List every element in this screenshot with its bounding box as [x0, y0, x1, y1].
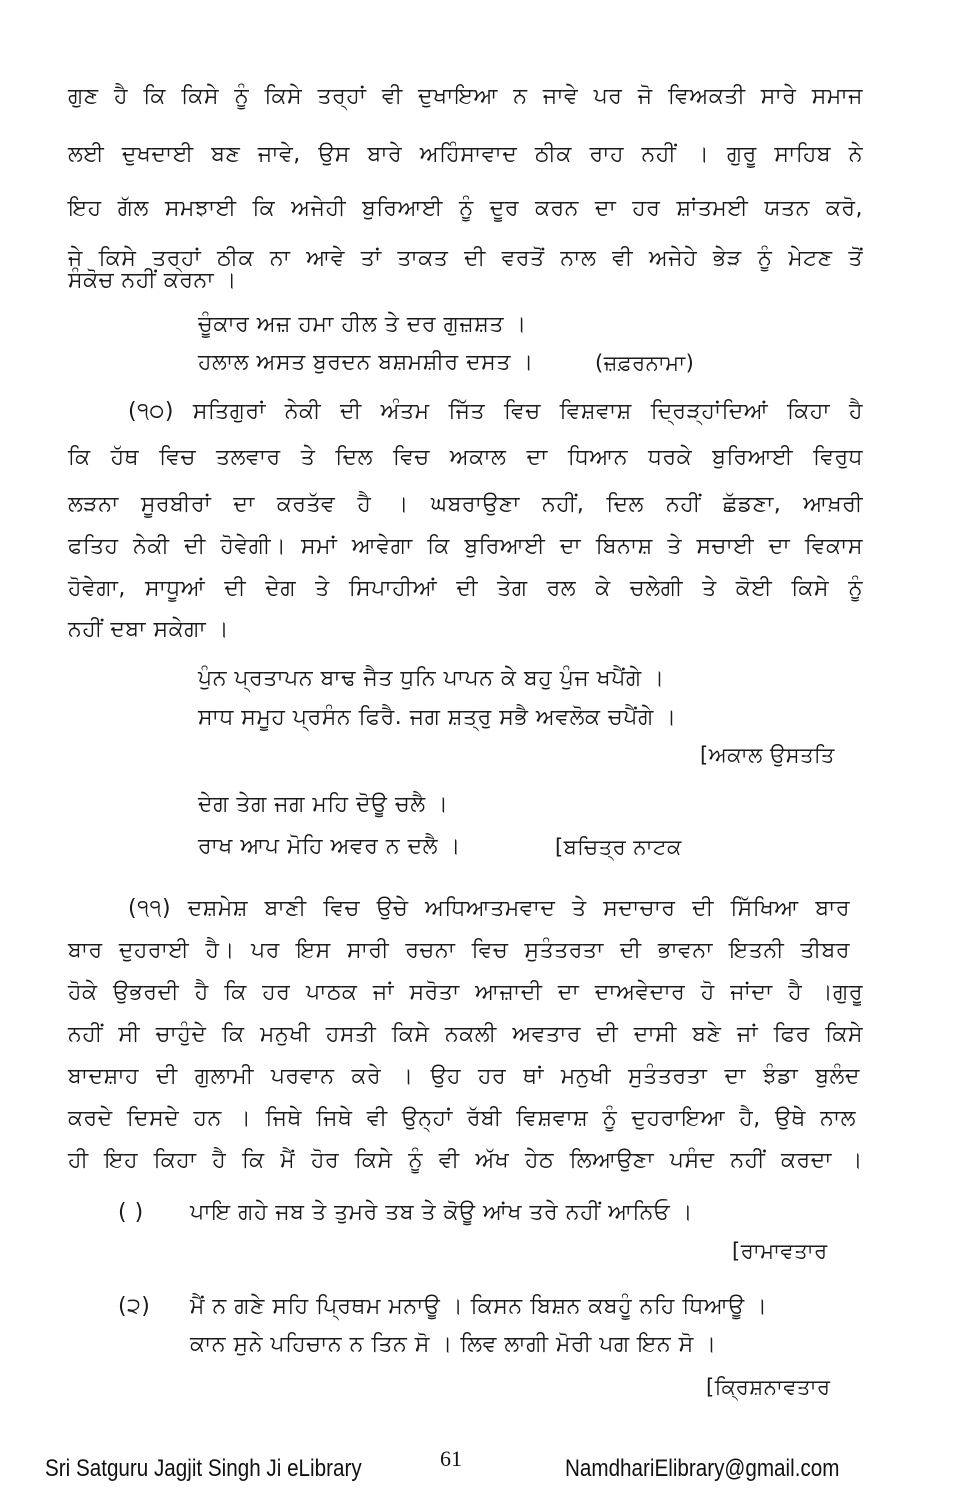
- quote-line: ਕਾਨ ਸੁਨੇ ਪਹਿਚਾਨ ਨ ਤਿਨ ਸੋ । ਲਿਵ ਲਾਗੀ ਮੋਰੀ ਪਗ ਇਨ ਸੋ ।: [190, 1332, 717, 1357]
- paragraph-line: (੧੧) ਦਸ਼ਮੇਸ਼ ਬਾਣੀ ਵਿਚ ਉਚੇ ਅਧਿਆਤਮਵਾਦ ਤੇ ਸਦਾਚਾਰ ਦੀ ਸਿੱਖਿਆ ਬਾਰ: [128, 896, 850, 921]
- verse-citation: (ਜ਼ਫ਼ਰਨਾਮਾ): [595, 351, 695, 375]
- paragraph-line: ਕਿ ਹੱਥ ਵਿਚ ਤਲਵਾਰ ਤੇ ਦਿਲ ਵਿਚ ਅਕਾਲ ਦਾ ਧਿਆਨ ਧਰਕੇ ਬੁਰਿਆਈ ਵਿਰੁਧ: [68, 445, 863, 470]
- footer-library-name: Sri Satguru Jagjit Singh Ji eLibrary: [45, 1455, 362, 1482]
- verse-citation: [ਬਚਿਤ੍ਰ ਨਾਟਕ: [555, 835, 682, 859]
- footer-email[interactable]: NamdhariElibrary@gmail.com: [565, 1455, 840, 1482]
- paragraph-line: ਸੰਕੋਚ ਨਹੀਂ ਕਰਨਾ ।: [68, 268, 237, 293]
- verse-line: ਪੁੰਨ ਪ੍ਰਤਾਪਨ ਬਾਢ ਜੈਤ ਧੁਨਿ ਪਾਪਨ ਕੇ ਬਹੁ ਪੁੰਜ ਖਪੈਂਗੇ ।: [198, 666, 665, 691]
- quote-citation: [ਕ੍ਰਿਸ਼ਨਾਵਤਾਰ: [706, 1375, 831, 1399]
- verse-line: ਰਾਖ ਆਪ ਮੋਹਿ ਅਵਰ ਨ ਦਲੈ ।: [198, 834, 461, 859]
- verse-citation: [ਅਕਾਲ ਉਸਤਤਿ: [700, 743, 835, 767]
- paragraph-line: ਲੜਨਾ ਸੂਰਬੀਰਾਂ ਦਾ ਕਰਤੱਵ ਹੈ । ਘਬਰਾਉਣਾ ਨਹੀਂ, ਦਿਲ ਨਹੀਂ ਛੱਡਣਾ, ਆਖ਼ਰੀ: [68, 492, 863, 517]
- verse-line: ਸਾਧ ਸਮੂਹ ਪ੍ਰਸੰਨ ਫਿਰੈ. ਜਗ ਸ਼ਤ੍ਰੁ ਸਭੈ ਅਵਲੋਕ ਚਪੈਂਗੇ ।: [198, 705, 677, 730]
- page-number: 61: [440, 1446, 462, 1471]
- quote-number: ( ): [118, 1200, 144, 1225]
- paragraph-line: ਨਹੀਂ ਸੀ ਚਾਹੁੰਦੇ ਕਿ ਮਨੁਖੀ ਹਸਤੀ ਕਿਸੇ ਨਕਲੀ ਅਵਤਾਰ ਦੀ ਦਾਸੀ ਬਣੇ ਜਾਂ ਫਿਰ ਕਿਸੇ: [68, 1022, 863, 1047]
- quote-line: ਪਾਇ ਗਹੇ ਜਬ ਤੇ ਤੁਮਰੇ ਤਬ ਤੇ ਕੋਊ ਆਂਖ ਤਰੇ ਨਹੀਂ ਆਨਿਓ ।: [190, 1200, 693, 1225]
- paragraph-line: (੧੦) ਸਤਿਗੁਰਾਂ ਨੇਕੀ ਦੀ ਅੰਤਮ ਜਿੱਤ ਵਿਚ ਵਿਸ਼ਵਾਸ਼ ਦ੍ਰਿੜ੍ਹਾਂਦਿਆਂ ਕਿਹਾ ਹੈ: [128, 399, 863, 424]
- paragraph-line: ਕਰਦੇ ਦਿਸਦੇ ਹਨ । ਜਿਥੇ ਜਿਥੇ ਵੀ ਉਨ੍ਹਾਂ ਰੱਬੀ ਵਿਸ਼ਵਾਸ਼ ਨੂੰ ਦੁਹਰਾਇਆ ਹੈ, ਉਥੇ ਨਾਲ: [68, 1106, 856, 1131]
- paragraph-line: ਨਹੀਂ ਦਬਾ ਸਕੇਗਾ ।: [68, 617, 230, 642]
- verse-line: ਹਲਾਲ ਅਸਤ ਬੁਰਦਨ ਬਸ਼ਮਸ਼ੀਰ ਦਸਤ ।: [198, 350, 534, 375]
- paragraph-line: ਫਤਿਹ ਨੇਕੀ ਦੀ ਹੋਵੇਗੀ। ਸਮਾਂ ਆਵੇਗਾ ਕਿ ਬੁਰਿਆਈ ਦਾ ਬਿਨਾਸ਼ ਤੇ ਸਚਾਈ ਦਾ ਵਿਕਾਸ: [68, 534, 863, 559]
- paragraph-line: ਜੇ ਕਿਸੇ ਤਰ੍ਹਾਂ ਠੀਕ ਨਾ ਆਵੇ ਤਾਂ ਤਾਕਤ ਦੀ ਵਰਤੋਂ ਨਾਲ ਵੀ ਅਜੇਹੇ ਭੇੜ ਨੂੰ ਮੇਟਣ ਤੋਂ: [68, 246, 863, 271]
- paragraph-line: ਗੁਣ ਹੈ ਕਿ ਕਿਸੇ ਨੂੰ ਕਿਸੇ ਤਰ੍ਹਾਂ ਵੀ ਦੁਖਾਇਆ ਨ ਜਾਵੇ ਪਰ ਜੋ ਵਿਅਕਤੀ ਸਾਰੇ ਸਮਾਜ: [68, 84, 863, 109]
- quote-number: (੨): [118, 1294, 151, 1319]
- verse-line: ਚੂੰਕਾਰ ਅਜ਼ ਹਮਾ ਹੀਲ ਤੇ ਦਰ ਗੁਜ਼ਸ਼ਤ ।: [198, 312, 527, 337]
- paragraph-line: ਇਹ ਗੱਲ ਸਮਝਾਈ ਕਿ ਅਜੇਹੀ ਬੁਰਿਆਈ ਨੂੰ ਦੂਰ ਕਰਨ ਦਾ ਹਰ ਸ਼ਾਂਤਮਈ ਯਤਨ ਕਰੋ,: [68, 196, 863, 221]
- paragraph-line: ਬਾਰ ਦੁਹਰਾਈ ਹੈ। ਪਰ ਇਸ ਸਾਰੀ ਰਚਨਾ ਵਿਚ ਸੁਤੰਤਰਤਾ ਦੀ ਭਾਵਨਾ ਇਤਨੀ ਤੀਬਰ: [68, 938, 850, 963]
- verse-line: ਦੇਗ ਤੇਗ ਜਗ ਮਹਿ ਦੋਊ ਚਲੈ ।: [198, 792, 449, 817]
- quote-citation: [ਰਾਮਾਵਤਾਰ: [732, 1239, 828, 1263]
- paragraph-line: ਹੀ ਇਹ ਕਿਹਾ ਹੈ ਕਿ ਮੈਂ ਹੋਰ ਕਿਸੇ ਨੂੰ ਵੀ ਅੱਖ ਹੇਠ ਲਿਆਉਣਾ ਪਸੰਦ ਨਹੀਂ ਕਰਦਾ ।: [68, 1148, 863, 1173]
- paragraph-line: ਹੋਕੇ ਉਭਰਦੀ ਹੈ ਕਿ ਹਰ ਪਾਠਕ ਜਾਂ ਸਰੋਤਾ ਆਜ਼ਾਦੀ ਦਾ ਦਾਅਵੇਦਾਰ ਹੋ ਜਾਂਦਾ ਹੈ ।ਗੁਰੂ: [68, 980, 863, 1005]
- quote-line: ਮੈਂ ਨ ਗਣੇ ਸਹਿ ਪ੍ਰਿਥਮ ਮਨਾਊ । ਕਿਸਨ ਬਿਸ਼ਨ ਕਬਹੂੰ ਨਹਿ ਧਿਆਊ ।: [190, 1294, 768, 1319]
- paragraph-line: ਹੋਵੇਗਾ, ਸਾਧੂਆਂ ਦੀ ਦੇਗ ਤੇ ਸਿਪਾਹੀਆਂ ਦੀ ਤੇਗ ਰਲ ਕੇ ਚਲੇਗੀ ਤੇ ਕੋਈ ਕਿਸੇ ਨੂੰ: [68, 576, 863, 601]
- paragraph-line: ਬਾਦਸ਼ਾਹ ਦੀ ਗੁਲਾਮੀ ਪਰਵਾਨ ਕਰੇ । ਉਹ ਹਰ ਥਾਂ ਮਨੁਖੀ ਸੁਤੰਤਰਤਾ ਦਾ ਝੰਡਾ ਬੁਲੰਦ: [68, 1064, 860, 1089]
- paragraph-line: ਲਈ ਦੁਖਦਾਈ ਬਣ ਜਾਵੇ, ਉਸ ਬਾਰੇ ਅਹਿੰਸਾਵਾਦ ਠੀਕ ਰਾਹ ਨਹੀਂ । ਗੁਰੂ ਸਾਹਿਬ ਨੇ: [68, 142, 863, 167]
